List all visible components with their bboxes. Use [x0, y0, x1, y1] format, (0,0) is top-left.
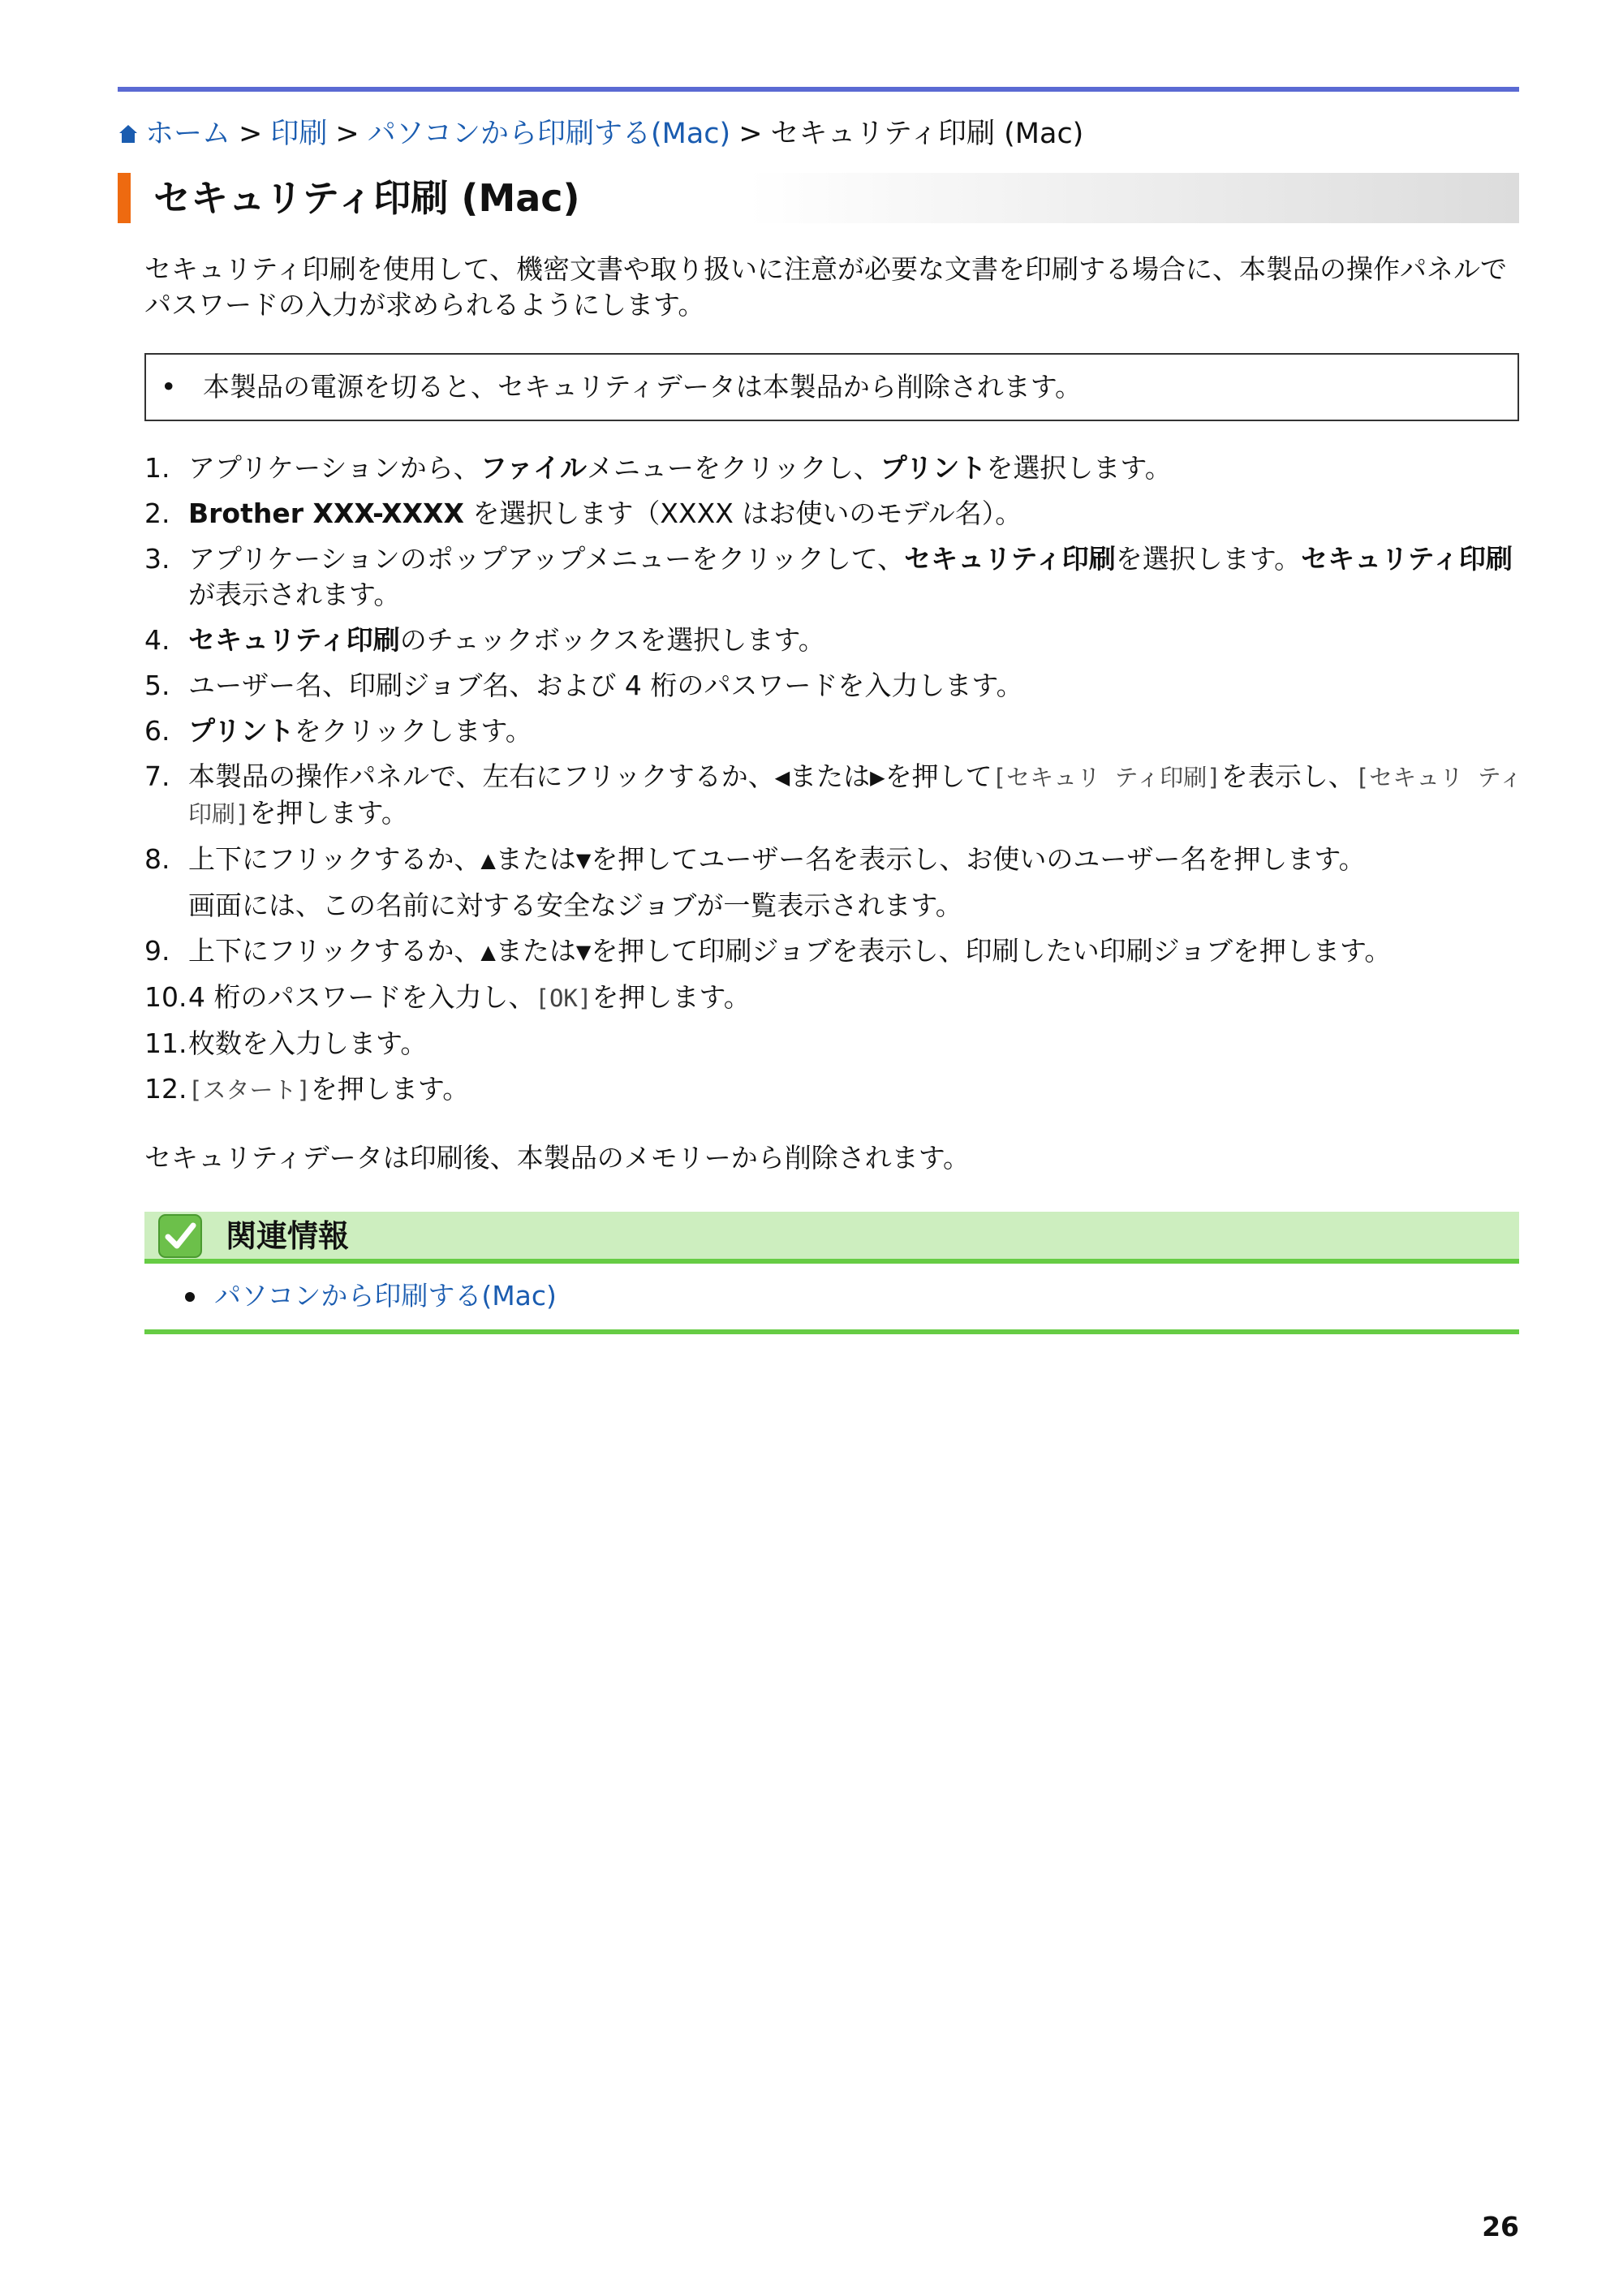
step-text: を選択します。 — [986, 452, 1172, 484]
step-number: 4. — [144, 624, 170, 656]
step-text: または — [790, 760, 871, 792]
key-label: [OK] — [535, 984, 592, 1012]
step-4 — [144, 622, 1524, 658]
breadcrumb-home-link[interactable]: ホーム — [145, 118, 231, 150]
step-number: 6. — [144, 715, 170, 747]
step-text: を表示し、 — [1220, 760, 1355, 792]
down-arrow-icon: ▼ — [575, 941, 592, 963]
key-label: [スタート] — [188, 1076, 311, 1104]
step-number: 2. — [144, 498, 170, 529]
home-icon[interactable] — [118, 123, 139, 144]
up-arrow-icon: ▲ — [480, 849, 496, 872]
step-bold: セキュリティ印刷 — [188, 624, 400, 656]
breadcrumb-current: セキュリティ印刷 (Mac) — [770, 118, 1084, 150]
step-text: アプリケーションから、 — [188, 452, 480, 484]
related-link-mac-print[interactable]: パソコンから印刷する(Mac) — [214, 1280, 557, 1312]
steps-list — [144, 450, 1524, 1118]
related-info-heading: 関連情報 — [226, 1218, 350, 1254]
step-bold: セキュリティ印刷 — [904, 543, 1116, 575]
bullet-dot — [185, 1292, 195, 1302]
step-number: 11. — [144, 1027, 187, 1059]
breadcrumb-separator: > — [239, 118, 263, 150]
related-links — [170, 1277, 557, 1316]
step-number: 12. — [144, 1073, 187, 1105]
step-5 — [144, 668, 1524, 704]
breadcrumb-separator: > — [738, 118, 763, 150]
page-number: 26 — [1482, 2211, 1519, 2242]
step-8 — [144, 842, 1524, 924]
step-text: を押します。 — [592, 981, 751, 1013]
step-number: 8. — [144, 843, 170, 875]
key-label: [セキュリ ティ印刷] — [188, 764, 1523, 828]
step-bold: Brother XXX-XXXX — [188, 498, 464, 529]
step-7 — [144, 759, 1524, 832]
check-icon — [157, 1213, 203, 1259]
step-bold: プリント — [880, 452, 987, 484]
step-12 — [144, 1071, 1524, 1108]
related-link-item — [170, 1277, 557, 1316]
breadcrumb — [118, 114, 1519, 154]
step-text: を押してユーザー名を表示し、お使いのユーザー名を押します。 — [591, 843, 1366, 875]
step-text: アプリケーションのポップアップメニューをクリックして、 — [188, 543, 905, 575]
intro-paragraph: セキュリティ印刷を使用して、機密文書や取り扱いに注意が必要な文書を印刷する場合に、本製品の操作パネルでパスワードの入力が求められるようにします。 — [144, 253, 1508, 321]
step-bold: セキュリティ印刷 — [1301, 543, 1513, 575]
step-text: を選択します。 — [1115, 543, 1302, 575]
step-number: 9. — [144, 935, 170, 967]
step-3 — [144, 541, 1524, 613]
step-9 — [144, 933, 1524, 970]
right-arrow-icon: ▶ — [870, 766, 885, 789]
step-number: 10. — [144, 981, 187, 1013]
step-text: 上下にフリックするか、 — [188, 843, 481, 875]
step-6 — [144, 713, 1524, 749]
closing-paragraph: セキュリティデータは印刷後、本製品のメモリーから削除されます。 — [144, 1142, 971, 1174]
step-text: を押します。 — [310, 1073, 470, 1105]
step-text: をクリックします。 — [294, 715, 532, 747]
step-text: を押します。 — [249, 797, 408, 829]
related-bottom-rule — [144, 1329, 1519, 1334]
step-text: を選択します（XXXX はお使いのモデル名）。 — [463, 498, 1022, 529]
step-text: 上下にフリックするか、 — [188, 935, 481, 967]
step-bold: ファイル — [480, 452, 588, 484]
page-title-bar — [118, 173, 1519, 223]
step-bold: プリント — [188, 715, 295, 747]
step-text: が表示されます。 — [188, 579, 401, 610]
down-arrow-icon: ▼ — [575, 849, 592, 872]
step-text: のチェックボックスを選択します。 — [399, 624, 825, 656]
top-rule — [118, 87, 1519, 92]
step-2 — [144, 496, 1524, 532]
up-arrow-icon: ▲ — [480, 941, 496, 963]
step-text: 枚数を入力します。 — [188, 1027, 428, 1059]
breadcrumb-print-link[interactable]: 印刷 — [270, 118, 328, 150]
step-text: を押して印刷ジョブを表示し、印刷したい印刷ジョブを押します。 — [591, 935, 1392, 967]
left-arrow-icon: ◀ — [774, 766, 790, 789]
related-info-header — [144, 1212, 1519, 1264]
step-11 — [144, 1026, 1524, 1062]
step-number: 7. — [144, 760, 170, 792]
step-text: ユーザー名、印刷ジョブ名、および 4 桁のパスワードを入力します。 — [188, 670, 1023, 701]
step-number: 1. — [144, 452, 170, 484]
note-box — [144, 353, 1519, 421]
step-text: または — [495, 843, 576, 875]
key-label: [セキュリ ティ印刷] — [992, 764, 1221, 791]
breadcrumb-mac-print-link[interactable]: パソコンから印刷する(Mac) — [367, 118, 731, 150]
step-text: を押して — [885, 760, 992, 792]
step-text: 4 桁のパスワードを入力し、 — [188, 981, 536, 1013]
step-number: 3. — [144, 543, 170, 575]
step-1 — [144, 450, 1524, 486]
note-text: 本製品の電源を切ると、セキュリティデータは本製品から削除されます。 — [203, 371, 1083, 403]
step-10 — [144, 980, 1524, 1016]
step-note: 画面には、この名前に対する安全なジョブが一覧表示されます。 — [188, 890, 962, 921]
step-text: メニューをクリックし、 — [587, 452, 880, 484]
step-text: または — [495, 935, 576, 967]
step-number: 5. — [144, 670, 170, 701]
breadcrumb-separator: > — [335, 118, 359, 150]
title-accent — [118, 173, 131, 223]
note-bullet: • — [161, 371, 177, 403]
page-title: セキュリティ印刷 (Mac) — [153, 176, 580, 220]
step-text: 本製品の操作パネルで、左右にフリックするか、 — [188, 760, 775, 792]
